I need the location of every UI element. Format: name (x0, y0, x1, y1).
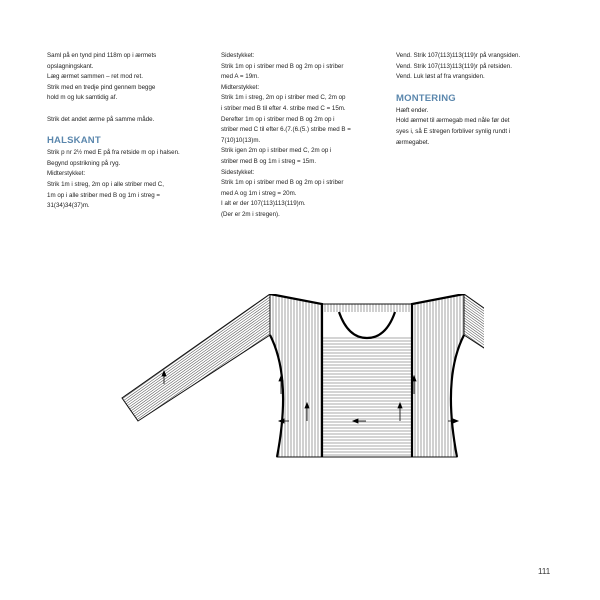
right-body-stripes (412, 294, 463, 462)
sweater-drawing (118, 294, 484, 462)
paragraph-neck-edge (47, 148, 217, 212)
text-line: Strik 1m op i striber med B og 2m op i striber (221, 62, 344, 70)
right-side-seam (451, 335, 464, 457)
text-line: Saml på en tynd pind 118m op i ærmets (47, 52, 157, 59)
text-line: Læg ærmet sammen – ret mod ret. (47, 73, 143, 81)
text-line: Begynd opstrikning på ryg. (47, 159, 121, 167)
text-line: opslagningskant. (47, 62, 94, 70)
text-line: Strik 1m i streg, 2m op i striber med C, 2m op (221, 94, 346, 102)
left-sleeve-outline (122, 294, 270, 421)
right-sleeve-outline (464, 294, 484, 421)
text-line: syes i, så E stregen forbliver synlig rundt i (396, 127, 511, 135)
text-line: Vend. Luk løst af fra vrangsiden. (396, 73, 485, 81)
sweater-diagram (118, 294, 484, 462)
page-number: 111 (538, 567, 551, 576)
left-panel-seam (270, 294, 322, 457)
text-line: Strik med en tredje pind gennem begge (47, 83, 156, 91)
text-line: Strik 1m op i striber med B og 2m op i striber (221, 179, 344, 187)
text-column-1 (47, 51, 217, 212)
paragraph-bind-off (396, 51, 566, 83)
paragraph-other-sleeve: Strik det andet ærme på samme måde. (47, 115, 155, 123)
neckline (339, 312, 395, 338)
text-line: Vend. Strik 107(113)113(119)r på vrangsiden. (396, 52, 521, 59)
paragraph-neck-instructions (221, 51, 391, 221)
text-line: ærmegabet. (396, 138, 430, 146)
text-line: I alt er der 107(113)113(119)m. (221, 200, 306, 208)
text-line: 31(34)34(37)m. (47, 202, 90, 210)
text-line: Hold ærmet til ærmegab med nåle før det (396, 117, 510, 125)
body-outline (270, 294, 464, 457)
text-line: striber med B og 1m i streg = 15m. (221, 157, 317, 165)
right-panel-seam (412, 294, 464, 457)
text-line: Sidestykket: (221, 52, 255, 59)
text-line: 1m op i alle striber med B og 1m i streg = (47, 191, 160, 199)
heading-halskant: HALSKANT (47, 135, 101, 147)
center-panel-stripes (322, 304, 412, 455)
right-sleeve-stripes (464, 294, 484, 462)
text-line: striber med C til efter 6.(7.(6.(5.) stribe med B = (221, 126, 351, 134)
text-line: med A = 19m. (221, 73, 260, 81)
left-body-stripes (270, 294, 321, 462)
left-sleeve-stripes (118, 294, 270, 462)
text-line: Strik p nr 2½ med E på fra retside m op i halsen. (47, 149, 180, 157)
text-line: med A og 1m i streg = 20m. (221, 189, 297, 197)
left-side-seam (270, 335, 283, 457)
text-line: hold m og luk samtidig af. (47, 94, 118, 102)
text-column-3 (396, 51, 566, 148)
text-line: Derefter 1m op i striber med B og 2m op i (221, 115, 335, 123)
text-line: Strik igen 2m op i striber med C, 2m op i (221, 147, 332, 155)
text-line: Strik 1m i streg, 2m op i alle striber med C, (47, 180, 164, 188)
paragraph-assembly (396, 106, 566, 148)
heading-montering: MONTERING (396, 92, 456, 104)
text-line: (Der er 2m i stregen). (221, 210, 280, 218)
text-line: Hæft ender. (396, 106, 429, 114)
text-column-2 (221, 51, 391, 221)
text-line: Sidestykket: (221, 168, 255, 176)
text-line: 7(10)10(13)m. (221, 136, 261, 144)
paragraph-sleeve-finish (47, 51, 217, 104)
text-line: i striber med B til efter 4. stribe med C = 15m. (221, 104, 346, 112)
text-line: Midterstykket: (47, 170, 86, 178)
text-line: Midterstykket: (221, 83, 260, 91)
text-line: Vend. Strik 107(113)113(119)r på retsiden. (396, 62, 512, 70)
